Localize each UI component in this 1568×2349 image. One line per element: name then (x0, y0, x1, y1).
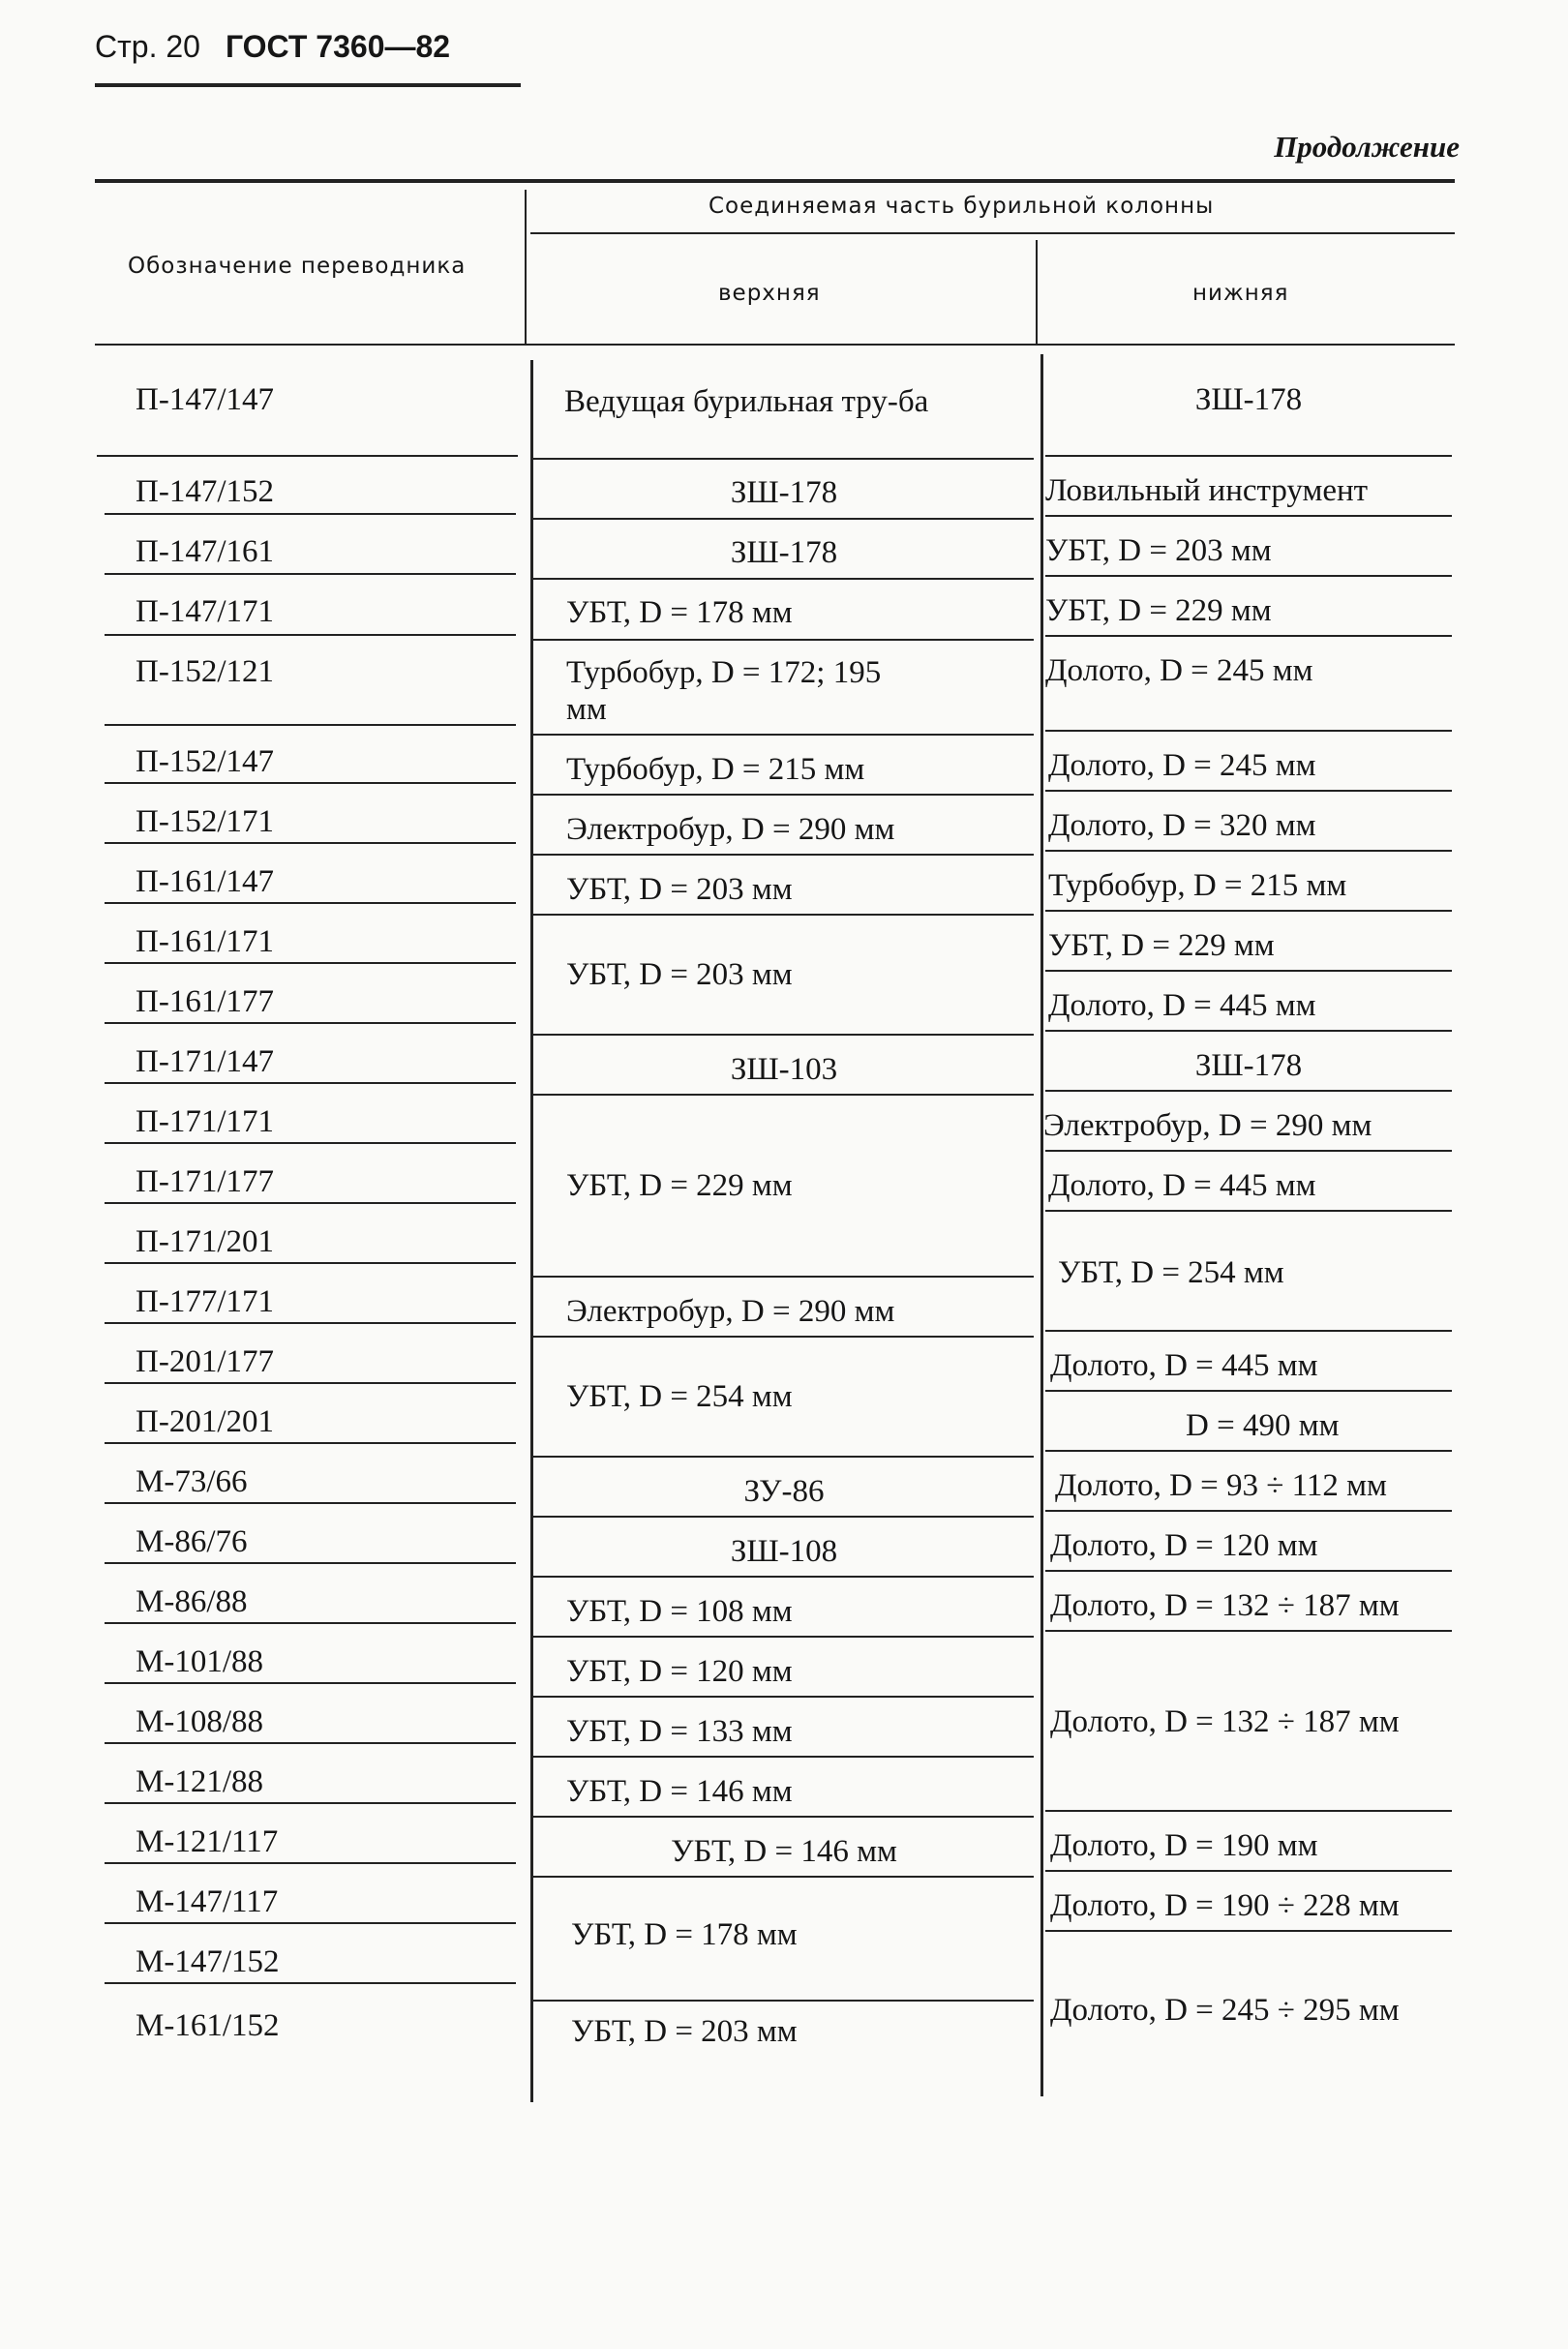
designation-rule (105, 724, 516, 726)
upper-cell: ЗШ-103 (730, 1052, 838, 1087)
lower-rule (1045, 1090, 1452, 1092)
designation-rule (105, 513, 516, 515)
upper-rule (532, 1576, 1034, 1578)
designation-rule (105, 1922, 516, 1924)
designation-cell: П-177/171 (136, 1284, 274, 1319)
designation-rule (105, 1862, 516, 1864)
lower-cell: УБТ, D = 229 мм (1048, 928, 1275, 963)
lower-cell: Долото, D = 245 мм (1045, 653, 1313, 688)
designation-cell: М-147/117 (136, 1884, 279, 1919)
upper-rule (532, 578, 1034, 580)
upper-rule (532, 1816, 1034, 1818)
designation-cell: П-171/171 (136, 1104, 274, 1139)
upper-cell: Турбобур, D = 215 мм (566, 752, 865, 787)
lower-cell: Долото, D = 245 ÷ 295 мм (1050, 1993, 1400, 2028)
lower-rule (1045, 1390, 1452, 1392)
lower-rule (1045, 1570, 1452, 1572)
upper-rule (532, 1094, 1034, 1096)
designation-rule (105, 1802, 516, 1804)
upper-cell: УБТ, D = 133 мм (566, 1714, 793, 1749)
lower-cell: ЗШ-178 (1194, 382, 1303, 417)
header-divider-right (1036, 240, 1038, 345)
header-bottom-rule (95, 344, 1455, 346)
lower-rule (1045, 1150, 1452, 1152)
header-connected-part: Соединяемая часть бурильной колонны (709, 194, 1215, 219)
designation-cell: П-201/201 (136, 1404, 274, 1439)
lower-rule (1045, 1930, 1452, 1932)
upper-cell: УБТ, D = 229 мм (566, 1168, 793, 1203)
lower-rule (1045, 1210, 1452, 1212)
designation-cell: П-171/177 (136, 1164, 274, 1199)
designation-cell: М-73/66 (136, 1464, 248, 1499)
designation-cell: П-171/201 (136, 1224, 274, 1259)
designation-rule (105, 1262, 516, 1264)
designation-cell: П-161/171 (136, 924, 274, 959)
upper-rule (532, 1756, 1034, 1758)
designation-cell: П-152/171 (136, 804, 274, 839)
lower-rule (1045, 850, 1452, 852)
designation-cell: М-86/76 (136, 1524, 248, 1559)
designation-cell: П-152/147 (136, 744, 274, 779)
lower-cell: УБТ, D = 229 мм (1045, 593, 1272, 628)
designation-cell: П-147/161 (136, 534, 274, 569)
lower-rule (1045, 1810, 1452, 1812)
header-upper: верхняя (718, 281, 821, 306)
page-header (95, 29, 450, 65)
upper-cell: ЗУ-86 (743, 1474, 825, 1509)
designation-rule (105, 1142, 516, 1144)
designation-rule (105, 1022, 516, 1024)
lower-cell: Долото, D = 445 мм (1048, 988, 1316, 1023)
body-divider-left (530, 360, 533, 2102)
lower-cell: Долото, D = 445 мм (1050, 1348, 1318, 1383)
lower-rule (1045, 515, 1452, 517)
lower-cell: Долото, D = 132 ÷ 187 мм (1050, 1588, 1400, 1623)
lower-cell: УБТ, D = 203 мм (1045, 533, 1272, 568)
designation-cell: М-161/152 (136, 2008, 280, 2043)
upper-rule (532, 1876, 1034, 1878)
lower-rule (1045, 790, 1452, 792)
upper-cell: УБТ, D = 254 мм (566, 1379, 793, 1414)
upper-cell: УБТ, D = 203 мм (566, 872, 793, 907)
lower-rule (1045, 575, 1452, 577)
lower-rule (1045, 1030, 1452, 1032)
designation-rule (105, 1622, 516, 1624)
header-lower: нижняя (1192, 281, 1289, 306)
designation-cell: М-108/88 (136, 1704, 263, 1739)
lower-cell: Турбобур, D = 215 мм (1048, 868, 1347, 903)
lower-rule (1045, 635, 1452, 637)
designation-rule (105, 1322, 516, 1324)
lower-cell: ЗШ-178 (1194, 1048, 1303, 1083)
upper-cell: Ведущая бурильная тру-ба (564, 384, 929, 419)
upper-cell: УБТ, D = 146 мм (566, 1774, 793, 1809)
designation-rule (105, 1382, 516, 1384)
continuation-label: Продолжение (1274, 130, 1460, 164)
designation-cell: П-201/177 (136, 1344, 274, 1379)
upper-rule (532, 794, 1034, 796)
header-rule (95, 83, 521, 87)
upper-cell: УБТ, D = 178 мм (571, 1917, 798, 1952)
designation-cell: П-147/171 (136, 594, 274, 629)
lower-rule (1045, 910, 1452, 912)
designation-rule (105, 1982, 516, 1984)
upper-cell: УБТ, D = 203 мм (566, 957, 793, 992)
header-designation: Обозначение переводника (128, 254, 467, 279)
lower-cell: D = 490 мм (1186, 1408, 1340, 1443)
designation-rule (105, 1202, 516, 1204)
lower-rule (1045, 1870, 1452, 1872)
lower-rule (1045, 455, 1452, 457)
designation-cell: П-171/147 (136, 1044, 274, 1079)
upper-rule (532, 1516, 1034, 1518)
upper-rule (532, 1034, 1034, 1036)
designation-cell: М-147/152 (136, 1944, 280, 1979)
designation-cell: М-86/88 (136, 1584, 248, 1619)
designation-rule (105, 1682, 516, 1684)
upper-cell: ЗШ-108 (730, 1534, 838, 1569)
designation-rule (105, 634, 516, 636)
designation-cell: П-147/147 (136, 382, 274, 417)
upper-rule (532, 1456, 1034, 1458)
upper-rule (532, 734, 1034, 736)
upper-cell: УБТ, D = 108 мм (566, 1594, 793, 1629)
upper-cell: ЗШ-178 (730, 475, 838, 510)
upper-rule (532, 1276, 1034, 1278)
upper-cell: Электробур, D = 290 мм (566, 1294, 895, 1329)
lower-cell: Долото, D = 320 мм (1048, 808, 1316, 843)
upper-cell: УБТ, D = 146 мм (671, 1834, 897, 1869)
upper-rule (532, 854, 1034, 856)
lower-cell: Долото, D = 93 ÷ 112 мм (1055, 1468, 1387, 1503)
lower-cell: Долото, D = 245 мм (1048, 748, 1316, 783)
lower-cell: УБТ, D = 254 мм (1058, 1255, 1284, 1290)
upper-cell: Турбобур, D = 172; 195 мм (566, 655, 882, 727)
upper-rule (532, 914, 1034, 916)
table-top-rule (95, 179, 1455, 183)
designation-rule (105, 1502, 516, 1504)
designation-cell: М-121/117 (136, 1824, 279, 1859)
upper-cell: УБТ, D = 120 мм (566, 1654, 793, 1689)
upper-rule (532, 1696, 1034, 1698)
upper-cell: Электробур, D = 290 мм (566, 812, 895, 847)
designation-rule (105, 842, 516, 844)
lower-rule (1045, 1510, 1452, 1512)
upper-rule (532, 458, 1034, 460)
upper-rule (532, 1636, 1034, 1638)
upper-rule (532, 639, 1034, 641)
lower-rule (1045, 730, 1452, 732)
designation-cell: М-121/88 (136, 1764, 263, 1799)
designation-rule (105, 1442, 516, 1444)
lower-cell: Долото, D = 445 мм (1048, 1168, 1316, 1203)
upper-rule (532, 518, 1034, 520)
designation-cell: П-152/121 (136, 654, 274, 689)
lower-cell: Долото, D = 190 мм (1050, 1828, 1318, 1863)
designation-rule (105, 782, 516, 784)
body-divider-right (1040, 354, 1043, 2096)
designation-rule (105, 573, 516, 575)
upper-rule (532, 2000, 1034, 2002)
designation-cell: М-101/88 (136, 1644, 263, 1679)
designation-rule (105, 1082, 516, 1084)
standard-number: ГОСТ 7360—82 (225, 29, 451, 64)
header-divider-left (525, 190, 527, 345)
upper-cell: УБТ, D = 178 мм (566, 595, 793, 630)
group-rule (530, 232, 1455, 234)
designation-rule (97, 455, 518, 457)
designation-rule (105, 902, 516, 904)
lower-rule (1045, 1330, 1452, 1332)
lower-cell: Долото, D = 190 ÷ 228 мм (1050, 1888, 1400, 1923)
upper-rule (532, 1336, 1034, 1338)
designation-rule (105, 1562, 516, 1564)
designation-cell: П-161/147 (136, 864, 274, 899)
lower-rule (1045, 1630, 1452, 1632)
upper-cell: ЗШ-178 (730, 535, 838, 570)
upper-cell: УБТ, D = 203 мм (571, 2014, 798, 2049)
lower-rule (1045, 1450, 1452, 1452)
lower-cell: Электробур, D = 290 мм (1043, 1108, 1372, 1143)
designation-rule (105, 1742, 516, 1744)
designation-rule (105, 962, 516, 964)
designation-cell: П-147/152 (136, 474, 274, 509)
lower-cell: Ловильный инструмент (1045, 473, 1369, 508)
designation-cell: П-161/177 (136, 984, 274, 1019)
lower-cell: Долото, D = 132 ÷ 187 мм (1050, 1704, 1400, 1739)
lower-cell: Долото, D = 120 мм (1050, 1528, 1318, 1563)
page-number: Стр. 20 (95, 29, 200, 64)
lower-rule (1045, 970, 1452, 972)
